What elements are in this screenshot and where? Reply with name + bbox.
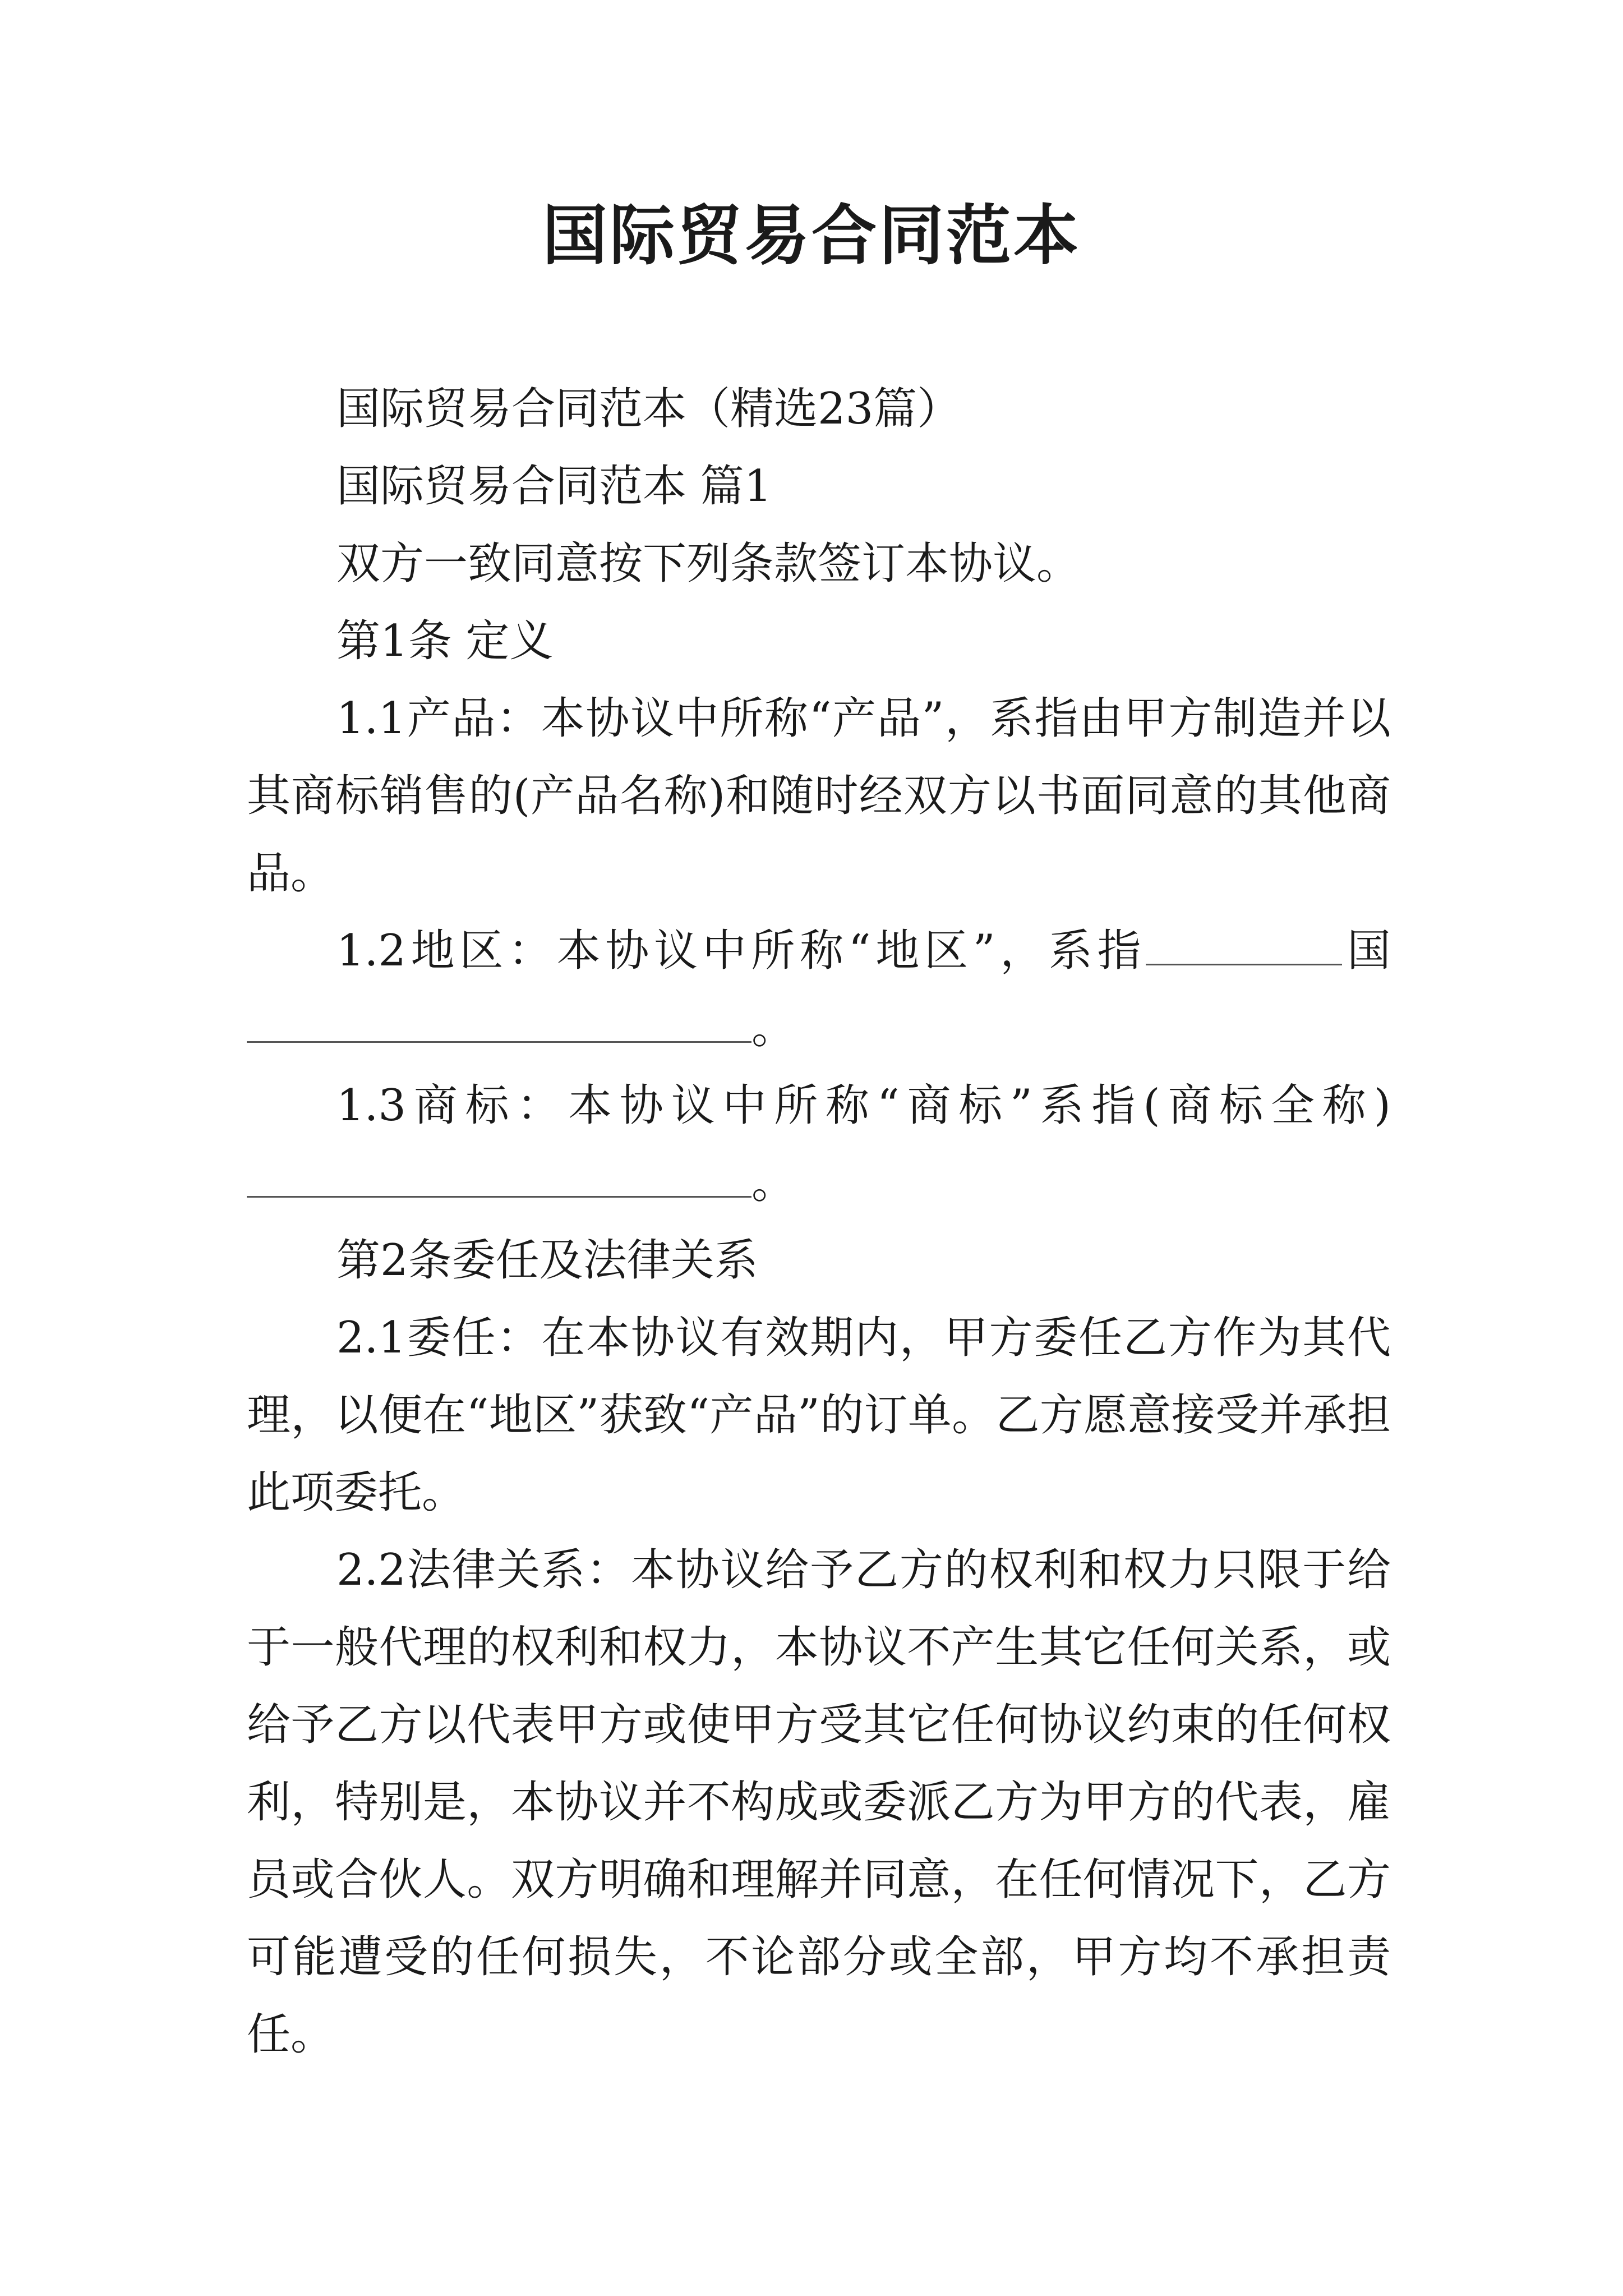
paragraph-intro: 双方一致同意按下列条款签订本协议。 bbox=[336, 539, 1081, 589]
paragraph-article-2-heading: 第2条委任及法律关系 bbox=[336, 1235, 758, 1286]
clause-1-2-country: 国 bbox=[1342, 926, 1391, 976]
paragraph-clause-2-2: 2.2法律关系：本协议给予乙方的权利和权力只限于给于一般代理的权利和权力，本协议不产生其它任何关系，或给予乙方以代表甲方或使甲方受其它任何协议约束的任何权利，特别是，本协议并不构成或委派乙方为甲方的代表，雇员或合伙人。双方明确和理解并同意，在任何情况下，乙方可能遭受的任何损失，不论部分或全部，甲方均不承担责任。 bbox=[247, 1545, 1391, 2060]
blank-line bbox=[1146, 919, 1342, 965]
blank-line bbox=[247, 996, 751, 1043]
paragraph-clause-1-2 bbox=[247, 912, 1391, 1067]
paragraph-clause-1-3 bbox=[247, 1067, 1391, 1222]
clause-1-3-end: 。 bbox=[751, 1158, 796, 1208]
paragraph-subtitle: 国际贸易合同范本（精选23篇） bbox=[336, 384, 961, 434]
paragraph-article-1-heading: 第1条 定义 bbox=[336, 616, 554, 666]
paragraph-section-heading: 国际贸易合同范本 篇1 bbox=[336, 461, 772, 512]
clause-1-2-text: 1.2地区：本协议中所称“地区”，系指 bbox=[336, 926, 1146, 976]
paragraph-clause-1-1: 1.1产品：本协议中所称“产品”，系指由甲方制造并以其商标销售的(产品名称)和随时经双方以书面同意的其他商品。 bbox=[247, 693, 1391, 899]
blank-line bbox=[247, 1151, 751, 1198]
document-title: 国际贸易合同范本 bbox=[542, 197, 1081, 274]
clause-1-2-end: 。 bbox=[751, 1003, 796, 1053]
document-body bbox=[247, 370, 1391, 2073]
paragraph-clause-2-1: 2.1委任：在本协议有效期内，甲方委任乙方作为其代理，以便在“地区”获致“产品”的订单。乙方愿意接受并承担此项委托。 bbox=[247, 1313, 1391, 1518]
clause-1-3-text: 1.3商标：本协议中所称“商标”系指(商标全称) bbox=[336, 1080, 1391, 1131]
